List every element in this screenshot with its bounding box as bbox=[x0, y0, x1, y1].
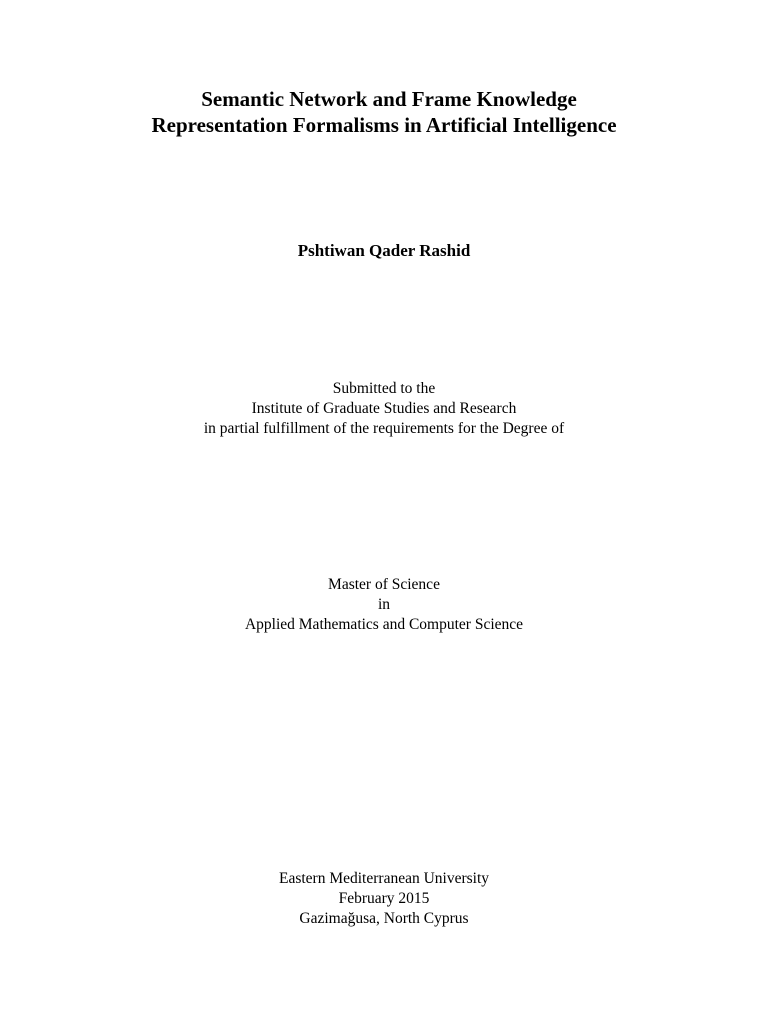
degree-connector: in bbox=[377, 596, 391, 613]
thesis-title-line-2: Representation Formalisms in Artificial Intelligence bbox=[151, 113, 617, 137]
thesis-title-line-1: Semantic Network and Frame Knowledge bbox=[201, 87, 577, 111]
submission-line-2: Institute of Graduate Studies and Research bbox=[251, 400, 517, 417]
degree-name: Master of Science bbox=[328, 576, 440, 593]
degree-field: Applied Mathematics and Computer Science bbox=[244, 616, 524, 633]
thesis-title bbox=[0, 86, 768, 138]
author-section bbox=[0, 240, 768, 262]
author-name: Pshtiwan Qader Rashid bbox=[297, 241, 471, 260]
submission-line-1: Submitted to the bbox=[332, 380, 436, 397]
submission-line-3: in partial fulfillment of the requirements for the Degree of bbox=[203, 420, 565, 437]
university-location: Gazimağusa, North Cyprus bbox=[299, 910, 469, 927]
degree-section bbox=[0, 575, 768, 635]
submission-date: February 2015 bbox=[338, 890, 430, 907]
institution-section bbox=[0, 869, 768, 929]
university-name: Eastern Mediterranean University bbox=[278, 870, 490, 887]
submission-statement bbox=[0, 379, 768, 439]
